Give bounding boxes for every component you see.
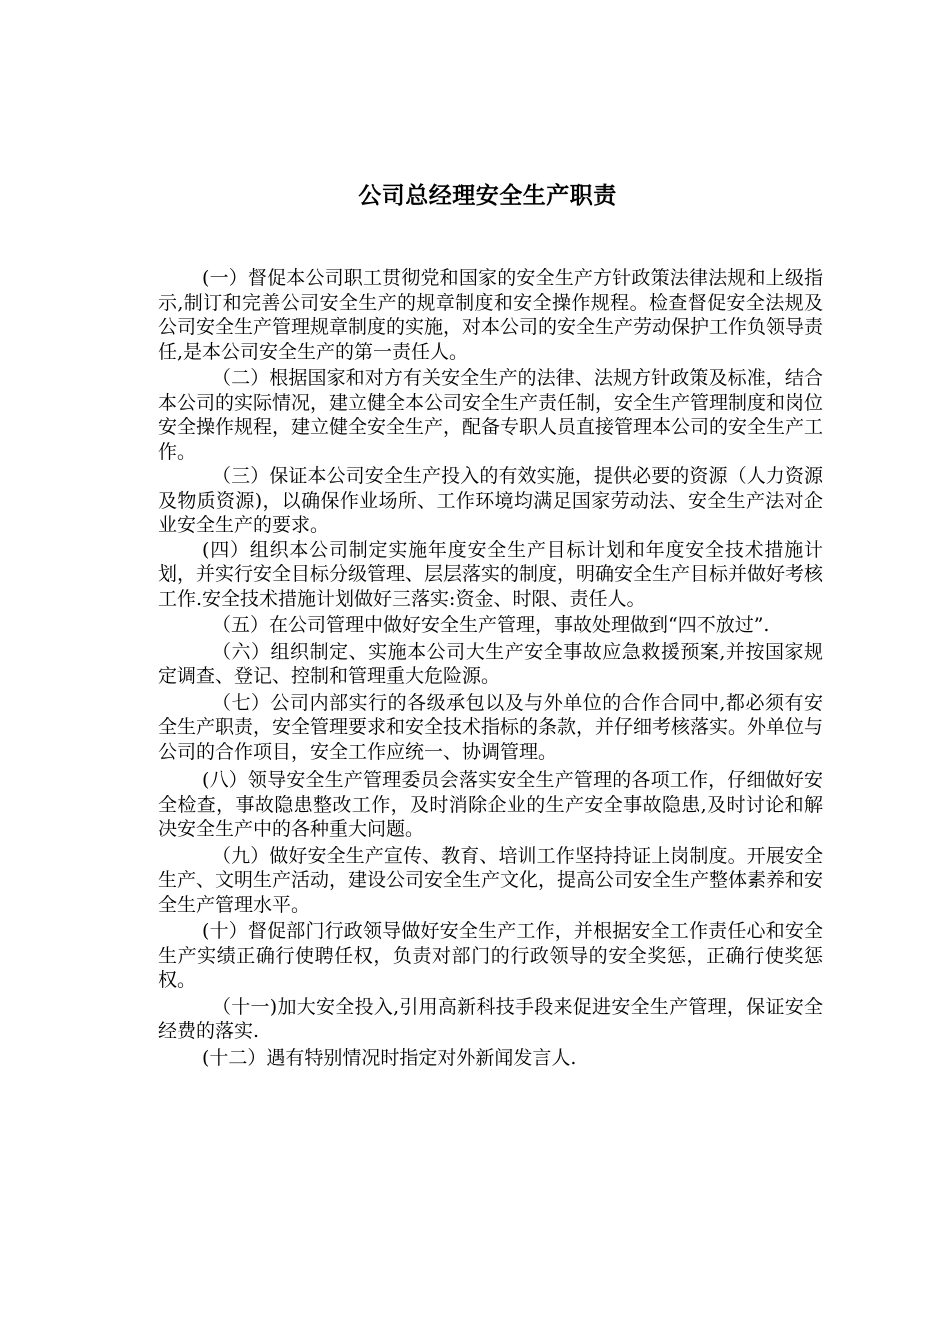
paragraph-5: （五）在公司管理中做好安全生产管理，事故处理做到“四不放过”. (212, 614, 770, 636)
paragraph-9: （九）做好安全生产宣传、教育、培训工作坚持持证上岗制度。开展安全生产、文明生产活动，建设公司安全生产文化，提高公司安全生产整体素养和安全生产管理水平。 (158, 844, 824, 916)
paragraph-10: (十）督促部门行政领导做好安全生产工作，并根据安全工作责任心和安全生产实绩正确行使聘任权，负责对部门的行政领导的安全奖惩，正确行使奖惩权。 (158, 920, 823, 991)
paragraph-4: (四）组织本公司制定实施年度安全生产目标计划和年度安全技术措施计划，并实行安全目标分级管理、层层落实的制度，明确安全生产目标并做好考核工作.安全技术措施计划做好三落实:资金、时限、责任人。 (158, 538, 824, 610)
document-title: 公司总经理安全生产职责 (358, 183, 617, 209)
paragraph-12: (十二）遇有特别情况时指定对外新闻发言人. (202, 1046, 577, 1069)
document-body (158, 266, 823, 1070)
paragraph-11: （十一)加大安全投入,引用高新科技手段来促进安全生产管理，保证安全经费的落实. (158, 995, 823, 1042)
paragraph-1: (一）督促本公司职工贯彻党和国家的安全生产方针政策法律法规和上级指示,制订和完善公司安全生产的规章制度和安全操作规程。检查督促安全法规及公司安全生产管理规章制度的实施，对本公司的安全生产劳动保护工作负领导责任,是本公司安全生产的第一责任人。 (158, 267, 824, 363)
paragraph-3: （三）保证本公司安全生产投入的有效实施，提供必要的资源（人力资源及物质资源)，以确保作业场所、工作环境均满足国家劳动法、安全生产法对企业安全生产的要求。 (158, 465, 823, 536)
paragraph-6: （六）组织制定、实施本公司大生产安全事故应急救援预案,并按国家规定调查、登记、控制和管理重大危险源。 (158, 640, 823, 687)
paragraph-8: (八）领导安全生产管理委员会落实安全生产管理的各项工作，仔细做好安全检查，事故隐患整改工作，及时消除企业的生产安全事故隐患,及时讨论和解决安全生产中的各种重大问题。 (158, 769, 823, 840)
paragraph-7: （七）公司内部实行的各级承包以及与外单位的合作合同中,都必须有安全生产职责，安全管理要求和安全技术指标的条款，并仔细考核落实。外单位与公司的合作项目，安全工作应统一、协调管理。 (158, 691, 824, 763)
paragraph-2: （二）根据国家和对方有关安全生产的法律、法规方针政策及标准，结合本公司的实际情况，建立健全本公司安全生产责任制，安全生产管理制度和岗位安全操作规程，建立健全安全生产，配备专职人员直接管理本公司的安全生产工作。 (158, 367, 824, 463)
